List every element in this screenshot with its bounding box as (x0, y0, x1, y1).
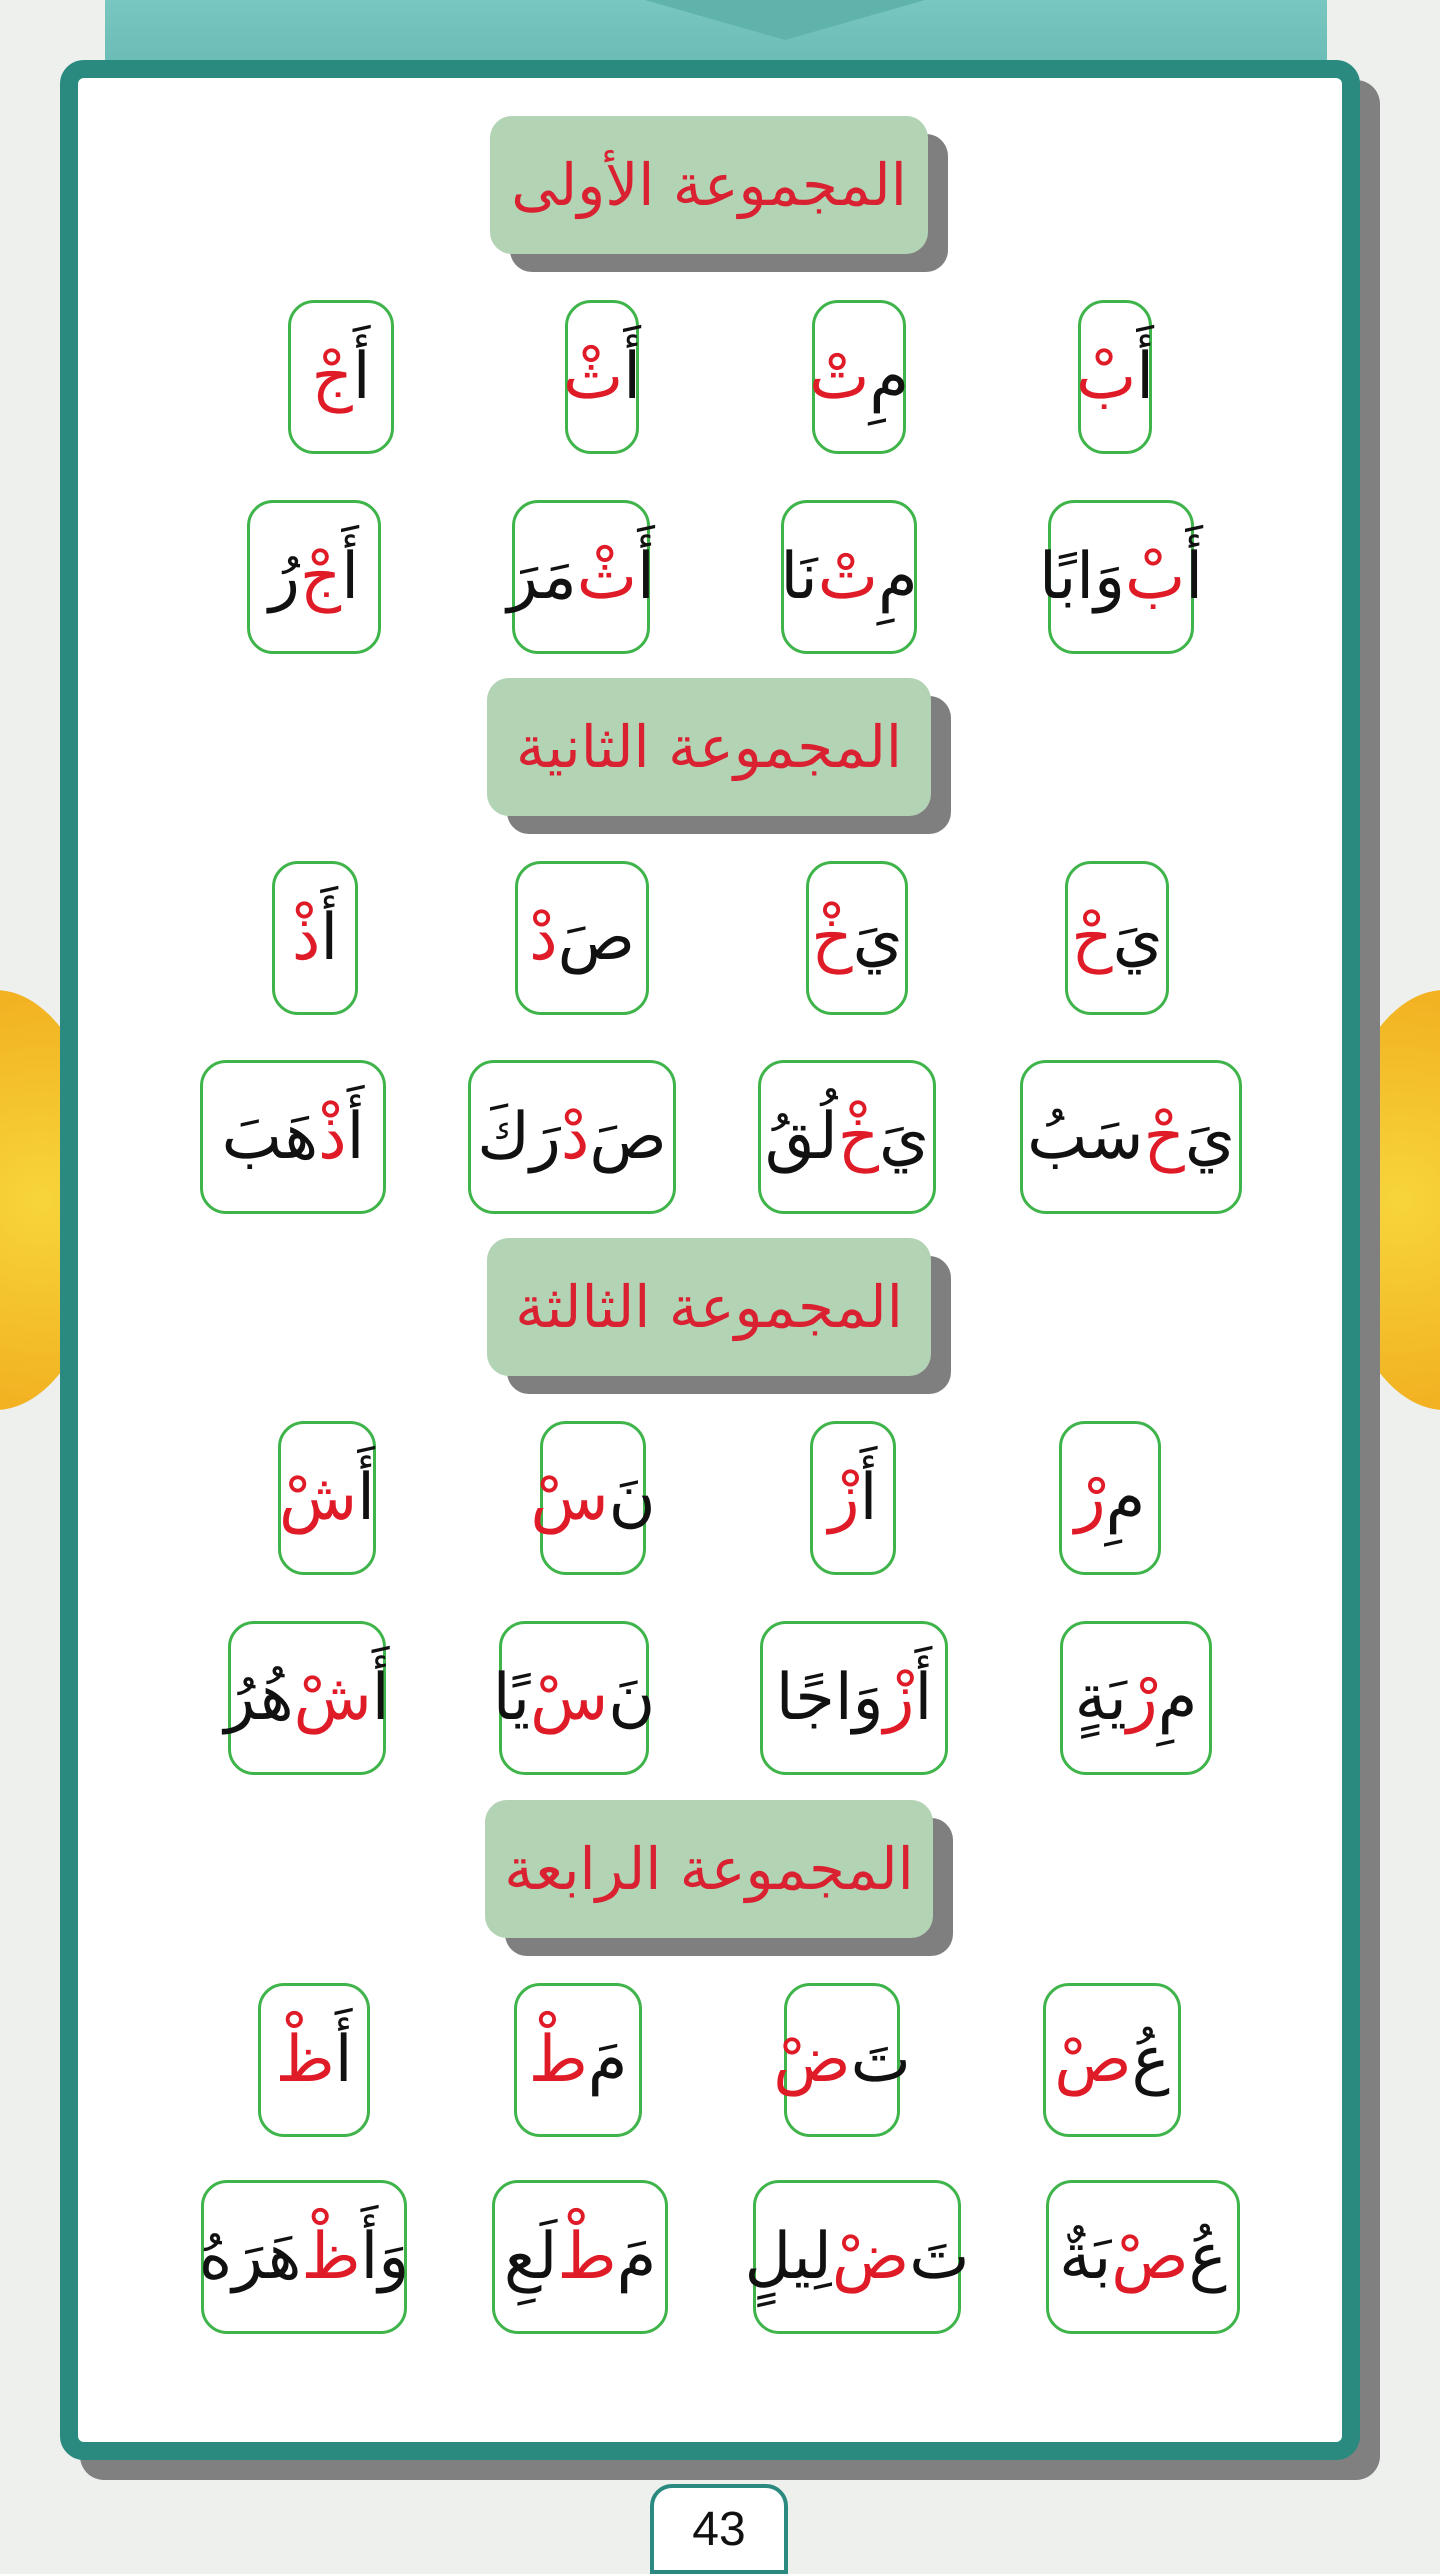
word-tile[interactable] (1060, 1621, 1212, 1775)
tile-text-highlight: تْ (817, 540, 878, 614)
word-tile[interactable] (198, 2180, 410, 2334)
tile-text-highlight: رْ (1126, 1661, 1158, 1735)
tile-text-pre: أَ (637, 540, 655, 614)
tile-text-pre: مَ (587, 2023, 628, 2097)
letter-tile[interactable] (809, 300, 909, 454)
tile-text-pre: نَ (608, 1661, 656, 1735)
group-title-1: المجموعة الأولى (490, 116, 928, 254)
group-title-4: المجموعة الرابعة (485, 1800, 933, 1938)
tile-text-pre: يَ (1184, 1100, 1235, 1174)
tile-text-pre: أَ (320, 901, 339, 975)
word-tile[interactable] (1046, 2180, 1240, 2334)
tile-text-pre: أَ (346, 1100, 365, 1174)
tile-text-highlight: ظْ (275, 2023, 335, 2097)
tile-text-pre: عُ (1131, 2023, 1170, 2097)
tile-text-pre: صَ (589, 1100, 667, 1174)
tile-text-highlight: دْ (560, 1100, 590, 1174)
tile-text-pre: صَ (557, 901, 635, 975)
tile-text-highlight: حْ (1071, 901, 1113, 975)
tile-text-highlight: شْ (279, 1461, 358, 1535)
tile-text-pre: مَ (616, 2220, 657, 2294)
tile-text-highlight: ظْ (301, 2220, 361, 2294)
tile-text-pre: أَ (334, 2023, 353, 2097)
tile-text-highlight: خْ (811, 901, 853, 975)
tile-text-highlight: زْ (883, 1661, 915, 1735)
tile-text-highlight: سْ (530, 1661, 609, 1735)
tile-text-post: رَكَ (477, 1100, 561, 1174)
tile-text-highlight: صْ (1111, 2220, 1189, 2294)
tile-text-highlight: ذْ (318, 1100, 347, 1174)
tile-text-pre: أَ (357, 1461, 375, 1535)
word-tile[interactable] (781, 500, 917, 654)
tile-text-pre: عُ (1188, 2220, 1227, 2294)
letter-tile[interactable] (258, 1983, 370, 2137)
tile-text-highlight: بْ (1124, 540, 1186, 614)
tile-text-pre: أَ (341, 540, 359, 614)
tile-text-highlight: جْ (299, 540, 342, 614)
letter-tile[interactable] (515, 861, 649, 1015)
letter-tile[interactable] (773, 1983, 911, 2137)
word-tile[interactable] (492, 1621, 656, 1775)
word-tile[interactable] (247, 500, 381, 654)
group-title-2: المجموعة الثانية (487, 678, 931, 816)
letter-tile[interactable] (1075, 300, 1155, 454)
tile-text-highlight: حْ (1143, 1100, 1185, 1174)
tile-text-post: سَبُ (1027, 1100, 1144, 1174)
tile-text-pre: يَ (879, 1100, 930, 1174)
tile-text-post: هَبَ (221, 1100, 319, 1174)
tile-text-post: رُ (269, 540, 300, 614)
tile-text-pre: نَ (608, 1461, 656, 1535)
word-tile[interactable] (760, 1621, 948, 1775)
tile-text-highlight: ضْ (831, 2220, 910, 2294)
tile-text-post: وَابًا (1038, 540, 1125, 614)
word-tile[interactable] (200, 1060, 386, 1214)
tile-text-post: نَا (780, 540, 818, 614)
group-title-3: المجموعة الثالثة (487, 1238, 931, 1376)
letter-tile[interactable] (530, 1421, 656, 1575)
letter-tile[interactable] (810, 1421, 896, 1575)
tile-text-post: يَةٍ (1074, 1661, 1127, 1735)
tile-text-highlight: طْ (557, 2220, 617, 2294)
page-number: 43 (650, 2484, 788, 2574)
word-tile[interactable] (758, 1060, 936, 1214)
tile-text-pre: يَ (852, 901, 903, 975)
tile-text-post: يًا (492, 1661, 531, 1735)
tile-text-pre: يَ (1112, 901, 1163, 975)
tile-text-pre: أَ (352, 340, 371, 414)
tile-text-highlight: دْ (529, 901, 558, 975)
tile-text-highlight: جْ (311, 340, 353, 414)
tile-text-highlight: بْ (1075, 340, 1137, 414)
tile-text-pre: مِ (1157, 1661, 1198, 1735)
tile-text-post: هُرُ (224, 1661, 294, 1735)
tile-text-post: لَعِ (503, 2220, 558, 2294)
tile-text-pre: أَ (623, 340, 642, 414)
letter-tile[interactable] (288, 300, 394, 454)
tile-text-pre: أَ (1136, 340, 1155, 414)
tile-text-pre: تَ (909, 2220, 970, 2294)
letter-tile[interactable] (1059, 1421, 1161, 1575)
tile-text-pre: مِ (877, 540, 918, 614)
word-tile[interactable] (507, 500, 655, 654)
tile-text-pre: أَ (371, 1661, 390, 1735)
tile-text-highlight: ذْ (291, 901, 321, 975)
tile-text-pre: أَ (914, 1661, 933, 1735)
tile-text-post: لُقُ (764, 1100, 838, 1174)
letter-tile[interactable] (562, 300, 642, 454)
word-tile[interactable] (1020, 1060, 1242, 1214)
word-tile[interactable] (1038, 500, 1204, 654)
tile-text-post: لِيلٍ (744, 2220, 832, 2294)
tile-text-highlight: ثْ (562, 340, 624, 414)
letter-tile[interactable] (272, 861, 358, 1015)
tile-text-highlight: تْ (809, 340, 870, 414)
letter-tile[interactable] (514, 1983, 642, 2137)
tile-text-highlight: طْ (528, 2023, 588, 2097)
word-tile[interactable] (224, 1621, 390, 1775)
tile-text-pre: وَأَ (360, 2220, 410, 2294)
word-tile[interactable] (744, 2180, 970, 2334)
letter-tile[interactable] (1043, 1983, 1181, 2137)
word-tile[interactable] (492, 2180, 668, 2334)
tile-text-post: هَرَهُ (198, 2220, 302, 2294)
tile-text-highlight: سْ (530, 1461, 609, 1535)
tile-text-highlight: ضْ (773, 2023, 851, 2097)
tile-text-pre: تَ (850, 2023, 911, 2097)
tile-text-highlight: خْ (837, 1100, 880, 1174)
tile-text-pre: مِ (869, 340, 909, 414)
tile-text-highlight: رْ (1074, 1461, 1106, 1535)
tile-text-post: بَةٌ (1059, 2220, 1112, 2294)
tile-text-pre: أَ (1185, 540, 1204, 614)
tile-text-post: وَاجًا (775, 1661, 884, 1735)
tile-text-pre: أَ (859, 1461, 878, 1535)
top-tab-decor (105, 0, 1327, 62)
word-tile[interactable] (468, 1060, 676, 1214)
tile-text-highlight: صْ (1054, 2023, 1132, 2097)
letter-tile[interactable] (1065, 861, 1169, 1015)
letter-tile[interactable] (806, 861, 908, 1015)
tile-text-pre: مِ (1105, 1461, 1146, 1535)
letter-tile[interactable] (278, 1421, 376, 1575)
tile-text-highlight: شْ (293, 1661, 372, 1735)
tile-text-post: مَرَ (507, 540, 577, 614)
tile-text-highlight: زْ (828, 1461, 860, 1535)
tile-text-highlight: ثْ (576, 540, 638, 614)
